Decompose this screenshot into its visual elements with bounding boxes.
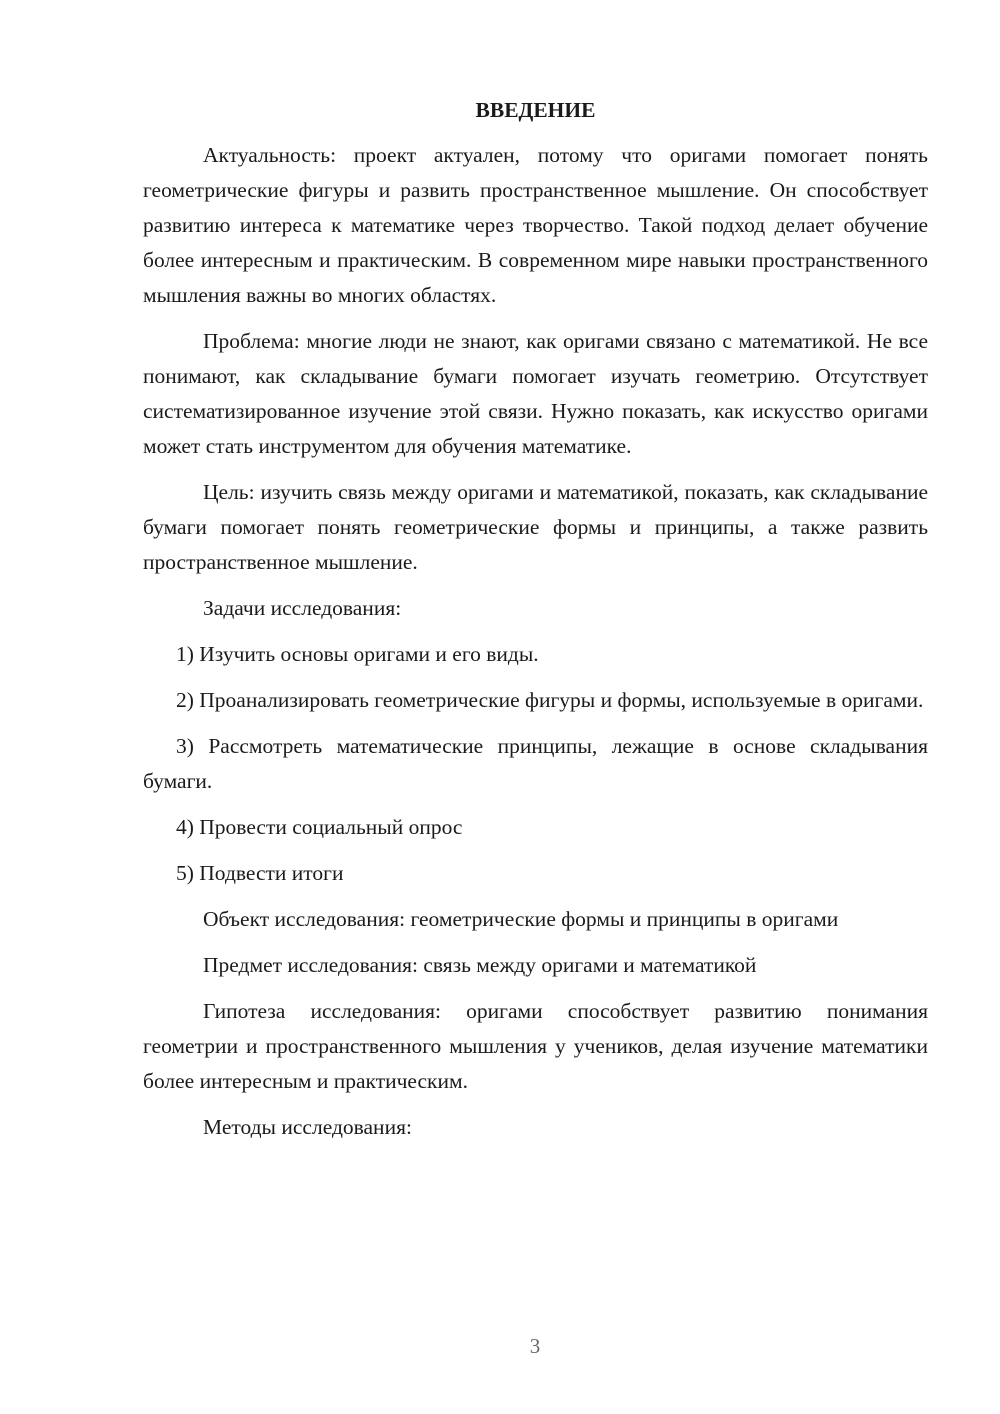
task-item: 3) Рассмотреть математические принципы, лежащие в основе складывания бумаги. [143,734,928,793]
task-item: 4) Провести социальный опрос [176,815,463,839]
goal-paragraph: Цель: изучить связь между оригами и математикой, показать, как складывание бумаги помогает понять геометрические формы и принципы, а также развить пространственное мышление. [143,480,928,574]
relevance-paragraph: Актуальность: проект актуален, потому что оригами помогает понять геометрические фигуры и развить пространственное мышление. Он способствует развитию интереса к математике через творчество. Такой подход делает обучение более интересным и практическим. В современном мире навыки пространственного мышления важны во многих областях. [143,143,928,307]
methods-heading: Методы исследования: [203,1115,412,1139]
document-page [143,94,928,1156]
task-item: 2) Проанализировать геометрические фигуры и формы, используемые в оригами. [176,688,924,712]
page-number: 3 [529,1334,541,1358]
task-item: 5) Подвести итоги [176,861,344,885]
research-subject-paragraph: Предмет исследования: связь между оригами и математикой [203,953,757,977]
section-title: ВВЕДЕНИЕ [475,98,596,122]
tasks-heading: Задачи исследования: [203,596,402,620]
research-object-paragraph: Объект исследования: геометрические формы и принципы в оригами [203,907,839,931]
task-item: 1) Изучить основы оригами и его виды. [176,642,539,666]
problem-paragraph: Проблема: многие люди не знают, как оригами связано с математикой. Не все понимают, как складывание бумаги помогает изучать геометрию. Отсутствует систематизированное изучение этой связи. Нужно показать, как искусство оригами может стать инструментом для обучения математике. [143,329,928,458]
hypothesis-paragraph: Гипотеза исследования: оригами способствует развитию понимания геометрии и пространственного мышления у учеников, делая изучение математики более интересным и практическим. [143,999,928,1093]
